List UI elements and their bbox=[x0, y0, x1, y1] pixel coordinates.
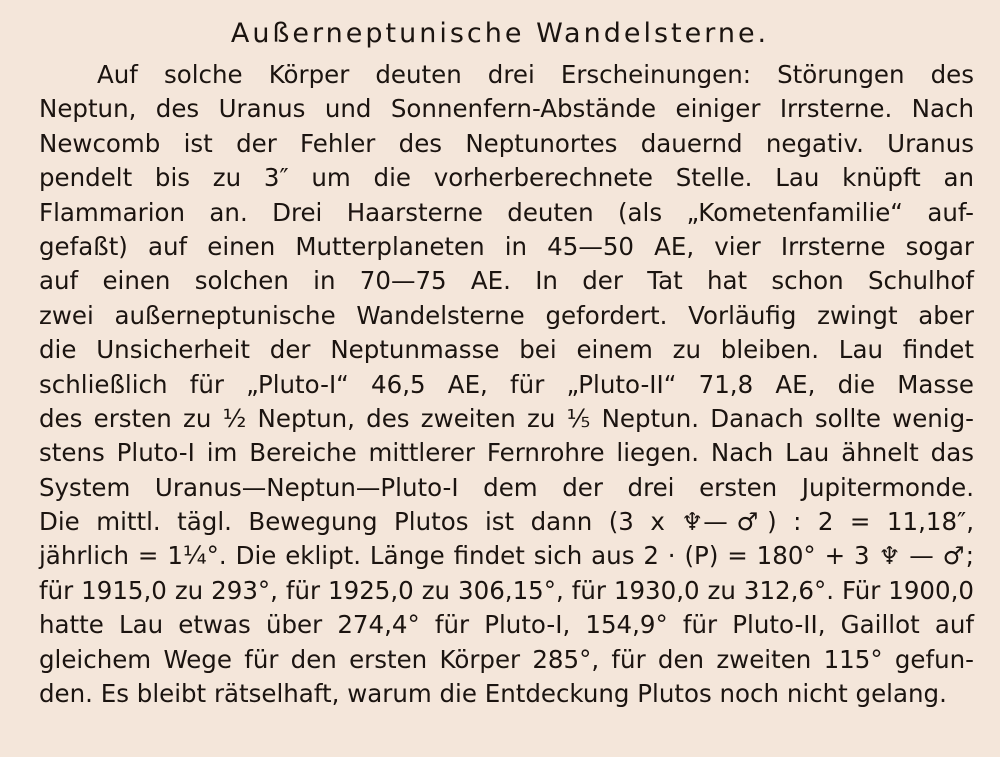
text-line-3: Newcomb ist der Fehler des Neptunortes dauernd negativ. Uranus bbox=[39, 128, 974, 158]
text-line-2: Neptun, des Uranus und Sonnenfern-Abstände einiger Irrsterne. Nach bbox=[39, 94, 974, 124]
text-line-5: Flammarion an. Drei Haarsterne deuten (als „Kometenfamilie“ auf- bbox=[39, 197, 974, 227]
text-line-14: Die mittl. tägl. Bewegung Plutos ist dann (3 x ♆—♂) : 2 = 11,18″, bbox=[39, 507, 974, 537]
text-line-13: System Uranus—Neptun—Pluto-I dem der drei ersten Jupitermonde. bbox=[39, 472, 974, 502]
text-line-15: jährlich = 1¼°. Die eklipt. Länge findet sich aus 2 · (P) = 180° + 3 ♆ — ♂; bbox=[39, 541, 974, 571]
text-line-10: schließlich für „Pluto-I“ 46,5 AE, für „Pluto-II“ 71,8 AE, die Masse bbox=[39, 369, 974, 399]
text-line-8: zwei außerneptunische Wandelsterne gefordert. Vorläufig zwingt aber bbox=[39, 300, 974, 330]
text-line-7: auf einen solchen in 70—75 AE. In der Tat hat schon Schulhof bbox=[39, 266, 974, 296]
body-paragraph bbox=[39, 58, 974, 711]
text-line-12: stens Pluto-I im Bereiche mittlerer Fernrohre liegen. Nach Lau ähnelt das bbox=[39, 438, 974, 468]
text-line-17: hatte Lau etwas über 274,4° für Pluto-I, 154,9° für Pluto-II, Gaillot auf bbox=[39, 610, 974, 640]
text-line-9: die Unsicherheit der Neptunmasse bei einem zu bleiben. Lau findet bbox=[39, 335, 974, 365]
text-line-6: gefaßt) auf einen Mutterplaneten in 45—50 AE, vier Irrsterne sogar bbox=[39, 231, 974, 261]
section-heading: Außerneptunische Wandelsterne. bbox=[230, 18, 770, 49]
text-line-11: des ersten zu ½ Neptun, des zweiten zu ⅕ Neptun. Danach sollte wenig- bbox=[39, 403, 974, 433]
text-line-16: für 1915,0 zu 293°, für 1925,0 zu 306,15°, für 1930,0 zu 312,6°. Für 1900,0 bbox=[39, 575, 974, 605]
text-line-1: Auf solche Körper deuten drei Erscheinungen: Störungen des bbox=[97, 60, 974, 89]
text-line-4: pendelt bis zu 3″ um die vorherberechnete Stelle. Lau knüpft an bbox=[39, 163, 974, 193]
text-line-19: den. Es bleibt rätselhaft, warum die Entdeckung Plutos noch nicht gelang. bbox=[39, 679, 947, 709]
text-line-18: gleichem Wege für den ersten Körper 285°, für den zweiten 115° gefun- bbox=[39, 644, 974, 674]
